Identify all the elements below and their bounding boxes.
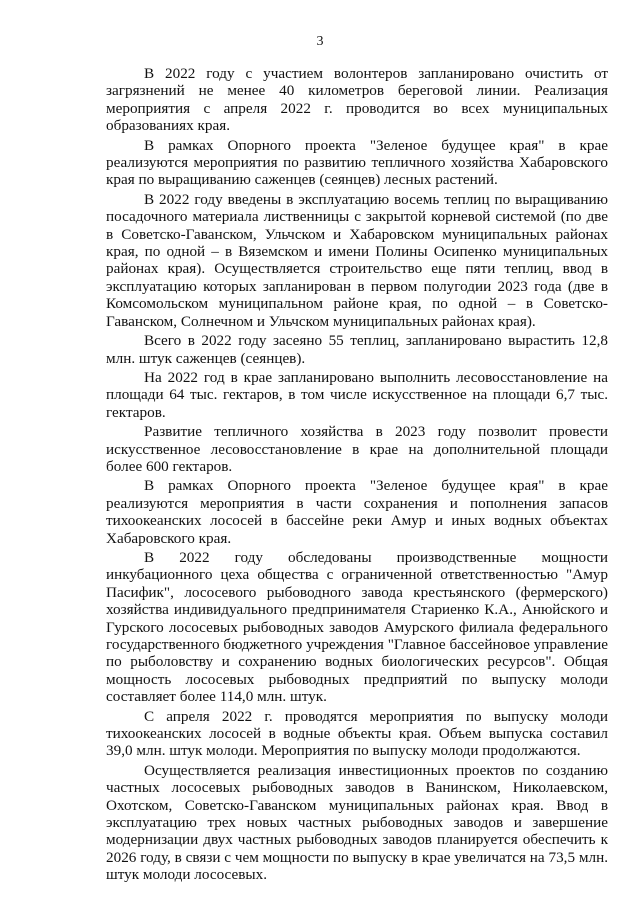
paragraph-volunteer-cleanup: В 2022 году с участием волонтеров запланировано очистить от загрязнений не менее 40 километров береговой линии. Реализация мероприятия с апреля 2022 г. проводится во всех муниципальных образованиях края. xyxy=(106,65,608,135)
paragraph-greenhouses-commissioned: В 2022 году введены в эксплуатацию восемь теплиц по выращиванию посадочного материала лиственницы с закрытой корневой системой (по две в Советско-Гаванском, Ульчском и Хабаровском муниципальных районах края, по одной – в Вяземском и имени Полины Осипенко муниципальных районах края). Осуществляется строительство еще пяти теплиц, ввод в эксплуатацию которых запланирован в первом полугодии 2023 года (две в Комсомольском муниципальном районе края, по одной – в Советско-Гаванском, Солнечном и Ульчском муниципальных районах края). xyxy=(106,190,608,330)
document-body xyxy=(106,65,608,886)
paragraph-greenhouses-sown: Всего в 2022 году засеяно 55 теплиц, запланировано вырастить 12,8 млн. штук саженцев (сеянцев). xyxy=(106,332,608,367)
paragraph-greenhouse-project: В рамках Опорного проекта "Зеленое будущее края" в крае реализуются мероприятия по развитию тепличного хозяйства Хабаровского края по выращиванию саженцев (сеянцев) лесных растений. xyxy=(106,136,608,189)
paragraph-greenhouse-development: Развитие тепличного хозяйства в 2023 году позволит провести искусственное лесовосстановление в крае на дополнительной площади более 600 гектаров. xyxy=(106,423,608,475)
paragraph-reforestation-plan: На 2022 год в крае запланировано выполнить лесовосстановление на площади 64 тыс. гектаров, в том числе искусственное на площади 6,7 тыс. гектаров. xyxy=(106,368,608,421)
paragraph-investment-projects: Осуществляется реализация инвестиционных проектов по созданию частных лососевых рыбоводных заводов в Ванинском, Николаевском, Охотском, Советско-Гаванском муниципальных районах края. Ввод в эксплуатацию трех новых частных рыбоводных заводов и завершение модернизации двух частных рыбоводных заводов планируется обеспечить к 2026 году, в связи с чем мощности по выпуску в крае увеличатся на 73,5 млн. штук молоди лососевых. xyxy=(106,761,608,884)
paragraph-fry-release: С апреля 2022 г. проводятся мероприятия по выпуску молоди тихоокеанских лососей в водные объекты края. Объем выпуска составил 39,0 млн. штук молоди. Мероприятия по выпуску молоди продолжаются. xyxy=(106,707,608,760)
paragraph-salmon-project: В рамках Опорного проекта "Зеленое будущее края" в крае реализуются мероприятия в части сохранения и пополнения запасов тихоокеанских лососей в бассейне реки Амур и иных водных объектах Хабаровского края. xyxy=(106,477,608,547)
paragraph-hatchery-survey: В 2022 году обследованы производственные мощности инкубационного цеха общества с ограниченной ответственностью "Амур Пасифик", лососевого рыбоводного завода крестьянского (фермерского) хозяйства индивидуального предпринимателя Стариенко К.А., Анюйского и Гурского лососевых рыбоводных заводов Амурского филиала федерального государственного бюджетного учреждения "Главное бассейновое управление по рыболовству и сохранению водных биологических ресурсов". Общая мощность лососевых рыбоводных предприятий по выпуску молоди составляет более 114,0 млн. штук. xyxy=(106,548,608,706)
page-number: 3 xyxy=(316,34,324,49)
